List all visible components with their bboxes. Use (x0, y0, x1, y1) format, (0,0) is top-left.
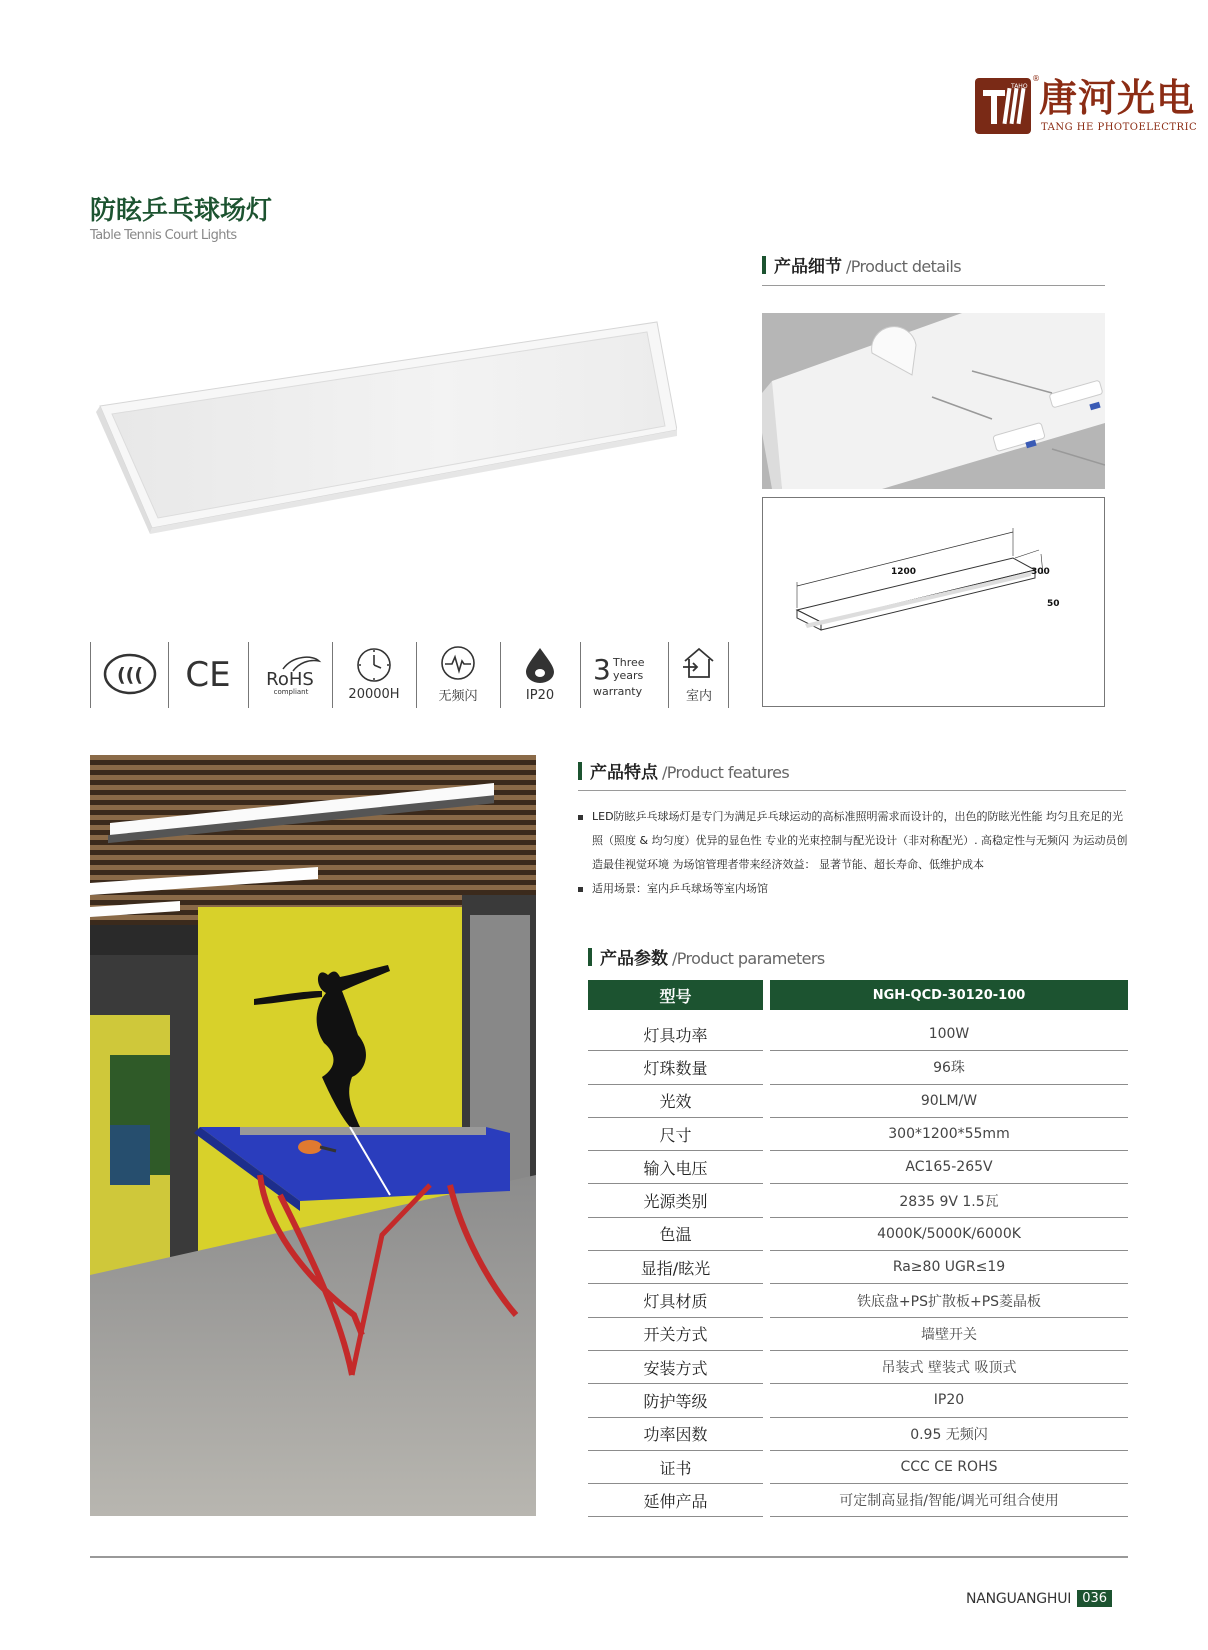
footer-divider (90, 1556, 1128, 1558)
icon-separator (668, 642, 669, 708)
table-row (588, 1251, 1128, 1284)
logo-mark-icon (975, 78, 1031, 134)
table-row (588, 1118, 1128, 1151)
param-value: 0.95 无频闪 (770, 1418, 1128, 1451)
param-label: 证书 (588, 1451, 763, 1484)
details-divider (762, 285, 1105, 286)
param-label: 灯具功率 (588, 1018, 763, 1051)
params-section-cn: 产品参数 (600, 949, 668, 969)
param-value: 2835 9V 1.5瓦 (770, 1184, 1128, 1217)
warranty-num: 3 (593, 653, 611, 686)
param-value: 100W (770, 1018, 1128, 1051)
dimension-drawing (762, 497, 1105, 707)
table-row (588, 1484, 1128, 1517)
param-value: CCC CE ROHS (770, 1451, 1128, 1484)
table-row (588, 1318, 1128, 1351)
icon-separator (580, 642, 581, 708)
section-bar (588, 948, 592, 966)
details-section-header (762, 252, 961, 277)
rohs-text: RoHS (266, 669, 314, 690)
certification-icons-row (90, 640, 730, 708)
page-number: 036 (1077, 1590, 1112, 1607)
icon-label: 20000H (348, 686, 400, 702)
icon-separator (332, 642, 333, 708)
param-label: 灯具材质 (588, 1284, 763, 1317)
no-flicker-icon (420, 640, 496, 708)
page-subtitle: Table Tennis Court Lights (90, 228, 237, 243)
param-label: 防护等级 (588, 1384, 763, 1417)
logo-mark-text: TAHO (1011, 83, 1028, 90)
details-section-en: /Product details (846, 257, 961, 276)
table-row (588, 1351, 1128, 1384)
params-section-header (588, 944, 825, 969)
param-value: 可定制高显指/智能/调光可组合使用 (770, 1484, 1128, 1517)
icon-separator (248, 642, 249, 708)
table-row (588, 1018, 1128, 1051)
table-row (588, 1151, 1128, 1184)
brand-logo (975, 74, 1198, 136)
param-value: IP20 (770, 1384, 1128, 1417)
rohs-sub: compliant (273, 688, 309, 696)
warranty-icon (584, 640, 664, 708)
icon-label: 无频闪 (438, 688, 478, 704)
feature-item: LED防眩乒乓球场灯是专门为满足乒乓球运动的高标准照明需求而设计的，出色的防眩光性能 均匀且充足的光照（照度 & 均匀度）优异的显色性 专业的光束控制与配光设计（非对称配光）. 高稳定性与无频闪 为运动员创造最佳视觉环境 为场馆管理者带来经济效益： 显著节能、超长寿命、低维护成本 (578, 805, 1134, 877)
icon-separator (416, 642, 417, 708)
dim-height: 50 (1047, 599, 1060, 609)
warranty-l2: years (613, 669, 644, 682)
table-row (588, 1218, 1128, 1251)
params-header-label: 型号 (588, 980, 763, 1010)
dim-width: 300 (1031, 567, 1050, 577)
product-panel-image (92, 318, 677, 543)
param-value: 96珠 (770, 1051, 1128, 1084)
dim-length: 1200 (891, 567, 917, 577)
param-value: AC165-265V (770, 1151, 1128, 1184)
footer-brand: NANGUANGHUI (966, 1590, 1072, 1607)
icon-label: IP20 (525, 687, 555, 703)
param-value: 铁底盘+PS扩散板+PS菱晶板 (770, 1284, 1128, 1317)
warranty-l1: Three (613, 656, 645, 669)
table-row (588, 1418, 1128, 1451)
param-label: 输入电压 (588, 1151, 763, 1184)
icon-separator (90, 642, 91, 708)
param-label: 开关方式 (588, 1318, 763, 1351)
param-label: 光效 (588, 1085, 763, 1118)
table-row (588, 1085, 1128, 1118)
param-label: 功率因数 (588, 1418, 763, 1451)
param-label: 灯珠数量 (588, 1051, 763, 1084)
params-table (588, 980, 1128, 1517)
param-value: 90LM/W (770, 1085, 1128, 1118)
icon-separator (500, 642, 501, 708)
param-value: 吊装式 壁装式 吸顶式 (770, 1351, 1128, 1384)
param-label: 尺寸 (588, 1118, 763, 1151)
page-title: 防眩乒乓球场灯 (90, 196, 273, 226)
features-section-en: /Product features (662, 763, 790, 782)
feature-item: 适用场景：室内乒乓球场等室内场馆 (578, 877, 1134, 901)
rohs-icon (252, 640, 328, 708)
logo-en: TANG HE PHOTOELECTRIC (1041, 122, 1198, 133)
details-section-cn: 产品细节 (774, 257, 842, 277)
svg-text:(((: ((( (116, 664, 144, 686)
table-row (588, 1451, 1128, 1484)
param-label: 色温 (588, 1218, 763, 1251)
indoor-icon (670, 640, 728, 708)
icon-label: 室内 (685, 688, 712, 704)
params-header-row (588, 980, 1128, 1018)
param-label: 安装方式 (588, 1351, 763, 1384)
table-row (588, 1384, 1128, 1417)
logo-cn: 唐河光电 (1039, 75, 1196, 120)
features-section-cn: 产品特点 (590, 763, 658, 783)
param-value: 墙壁开关 (770, 1318, 1128, 1351)
features-section-header (578, 758, 789, 783)
table-row (588, 1051, 1128, 1084)
logo-registered: ® (1032, 74, 1040, 83)
table-row (588, 1284, 1128, 1317)
detail-photo (762, 313, 1105, 489)
param-value: 4000K/5000K/6000K (770, 1218, 1128, 1251)
features-list (578, 805, 1134, 901)
params-section-en: /Product parameters (672, 949, 825, 968)
ccc-icon (96, 640, 164, 708)
section-bar (762, 256, 766, 274)
clock-icon (336, 640, 412, 708)
svg-text:CE: CE (185, 655, 231, 694)
warranty-l3: warranty (593, 685, 643, 698)
section-bar (578, 762, 582, 780)
param-value: 300*1200*55mm (770, 1118, 1128, 1151)
ce-icon (172, 640, 244, 708)
table-row (588, 1184, 1128, 1217)
water-drop-icon (504, 640, 576, 708)
param-label: 显指/眩光 (588, 1251, 763, 1284)
footer (966, 1590, 1112, 1607)
params-header-value: NGH-QCD-30120-100 (770, 980, 1128, 1010)
param-label: 延伸产品 (588, 1484, 763, 1517)
icon-separator (728, 642, 729, 708)
features-divider (578, 790, 1126, 791)
param-value: Ra≥80 UGR≤19 (770, 1251, 1128, 1284)
icon-separator (168, 642, 169, 708)
application-photo (90, 755, 536, 1516)
param-label: 光源类别 (588, 1184, 763, 1217)
